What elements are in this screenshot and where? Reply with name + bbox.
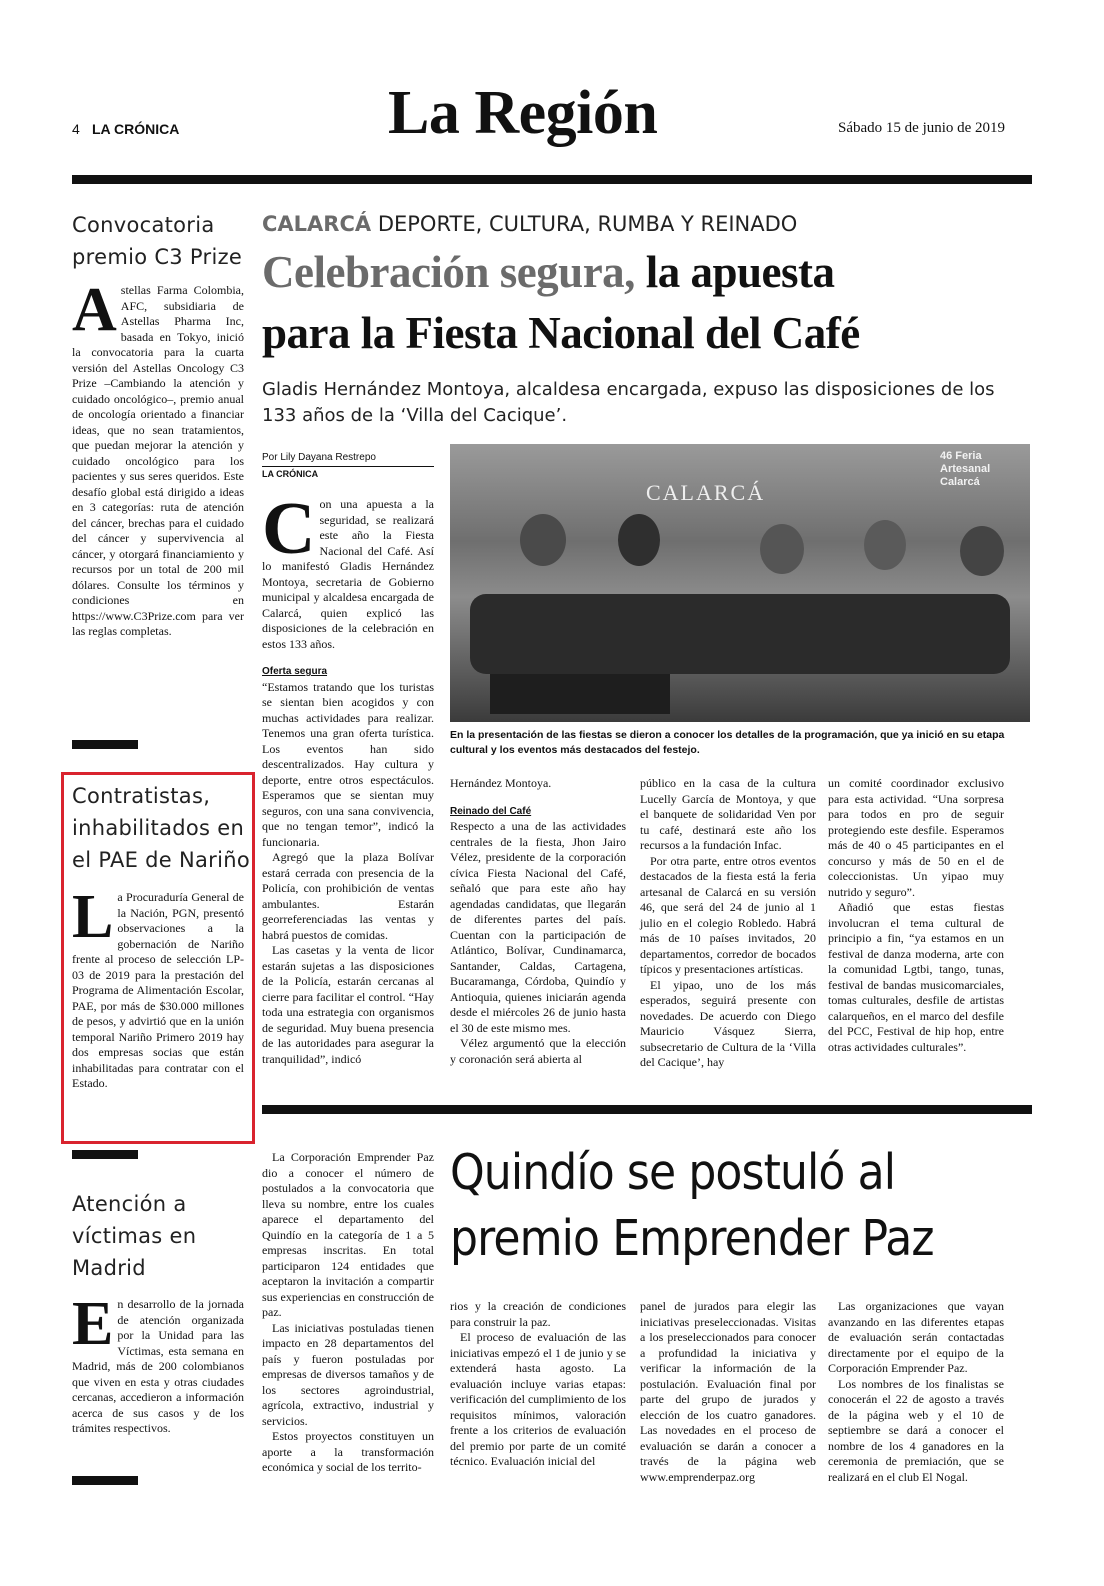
second-col4-p1: Las organizaciones que vayan avanzando en las diferentes etapas de evaluación serán contactadas directamente por el equipo de la Corporación Emprender Paz. bbox=[828, 1299, 1004, 1375]
c3-dropcap: A bbox=[72, 276, 117, 344]
main-col-3 bbox=[640, 776, 816, 1071]
sidebar-divider-3 bbox=[72, 1476, 138, 1485]
photo-poster: 46 Feria Artesanal Calarcá bbox=[940, 450, 991, 488]
main-col-2 bbox=[450, 776, 626, 1067]
pae-dropcap: L bbox=[72, 883, 114, 951]
section-title: La Región bbox=[388, 79, 658, 147]
byline-org: LA CRÓNICA bbox=[262, 469, 319, 479]
main-col3-p2: Por otra parte, entre otros eventos destacados de la fiesta está la feria artesanal de Calarcá en su versión 46, que será del 24 de junio al 1 julio en el colegio Robledo. Habrá más de 10 países invitados, 20 departamentos, corredor de bocados típicos y presentaciones artísticas. bbox=[640, 853, 816, 976]
second-col-2 bbox=[450, 1299, 626, 1470]
person-4 bbox=[864, 520, 906, 570]
event-photo bbox=[450, 444, 1030, 722]
subhead-reinado: Reinado del Café bbox=[450, 805, 532, 817]
main-col2-p1: Hernández Montoya. bbox=[450, 776, 552, 790]
kicker-place: CALARCÁ bbox=[262, 212, 372, 236]
second-col-3 bbox=[640, 1299, 816, 1485]
issue-date: Sábado 15 de junio de 2019 bbox=[838, 120, 1006, 136]
second-col-4 bbox=[828, 1299, 1004, 1485]
c3-headline: Convocatoria premio C3 Prize bbox=[72, 213, 243, 269]
main-col-1 bbox=[262, 488, 434, 1067]
second-col3-p1: panel de jurados para elegir las iniciativas preseleccionadas. Visitas a los preseleccionados para conocer a profundidad la iniciativa y verificar la información de la postulación. Evaluación final por parte del grupo de jurados y elección de los cuatro ganadores. Las novedades en el proceso de evaluación se darán a conocer a través de la página web www.emprenderpaz.org bbox=[640, 1299, 816, 1484]
person-3 bbox=[760, 524, 804, 574]
main-col3-p1: público en la casa de la cultura Lucelly García de Montoya, y que el banquete de solidaridad Ven por tu café, destinará este año los recursos a la fundación Infac. bbox=[640, 776, 816, 852]
sidebar-divider-1 bbox=[72, 740, 138, 749]
c3-body bbox=[72, 276, 244, 640]
main-kicker bbox=[262, 212, 797, 236]
publication-name: LA CRÓNICA bbox=[92, 121, 180, 137]
second-col2-p1: rios y la creación de condiciones para construir la paz. bbox=[450, 1299, 626, 1329]
headline-black-part: la apuesta bbox=[634, 247, 835, 297]
second-headline: Quindío se postuló al premio Emprender Paz bbox=[450, 1144, 934, 1267]
pae-text: a Procuraduría General de la Nación, PGN, presentó observaciones a la gobernación de Nariño frente al proceso de selección LP-03 de 2019 para la prestación del Programa de Alimentación Escolar, PAE, por más de $30.000 millones de pesos, y advirtió que en la unión temporal Nariño Primero 2019 hay dos empresas socias que están inhabilitadas para contratar con el Estado. bbox=[72, 890, 244, 1090]
second-col1-p2: Las iniciativas postuladas tienen impacto en 28 departamentos del país y fueron postuladas por empresas de diversos tamaños y de los sectores agroindustrial, agrícola, extractivo, industrial y servicios. bbox=[262, 1320, 434, 1428]
pae-body bbox=[72, 883, 244, 1092]
header-rule bbox=[72, 175, 1032, 184]
main-col1-p3: Las casetas y la venta de licor estarán sujetas a las disposiciones de la Policía, estarán cercanas al cierre para facilitar el control. “Hay toda una estrategia con organismos de seguridad. Muy buena presencia de las autoridades para asegurar la tranquilidad”, indicó bbox=[262, 943, 434, 1066]
second-col1-p3: Estos proyectos constituyen un aporte a la transformación económica y social de los territo- bbox=[262, 1429, 434, 1474]
article-separator bbox=[262, 1105, 1032, 1114]
pae-headline: Contratistas, inhabilitados en el PAE de Nariño bbox=[72, 784, 250, 872]
main-dropcap: C bbox=[262, 488, 316, 570]
sidebar-divider-2 bbox=[72, 1150, 138, 1159]
main-col-4 bbox=[828, 776, 1004, 1055]
page-number: 4 bbox=[72, 121, 80, 137]
person-5 bbox=[960, 526, 1004, 576]
photo-sofa bbox=[470, 594, 1010, 674]
main-headline-line-2: para la Fiesta Nacional del Café bbox=[262, 308, 860, 358]
main-col3-p3: El yipao, uno de los más esperados, seguirá presente con novedades. De acuerdo con Diego Mauricio Vásquez Sierra, subsecretario de Cultura de la ‘Villa del Cacique’, hay bbox=[640, 977, 816, 1069]
victimas-dropcap: E bbox=[72, 1290, 114, 1358]
victimas-headline: Atención a víctimas en Madrid bbox=[72, 1192, 197, 1280]
kicker-topics: DEPORTE, CULTURA, RUMBA Y REINADO bbox=[371, 212, 798, 236]
main-col2-p3: Vélez argumentó que la elección y coronación será abierta al bbox=[450, 1036, 626, 1066]
person-2 bbox=[618, 514, 660, 566]
victimas-body bbox=[72, 1290, 244, 1437]
main-col1-p2: Agregó que la plaza Bolívar estará cerrada con presencia de la Policía, con prohibición de ventas ambulantes. Estarán georreferenciadas las ventas y habrá puestos de comidas. bbox=[262, 850, 434, 942]
second-col4-p2: Los nombres de los finalistas se conocerán el 22 de agosto a través de la página web y el 10 de septiembre se dará a conocer el nombre de los 4 ganadores en la ceremonia de premiación, que se realizará en el club El Nogal. bbox=[828, 1376, 1004, 1484]
headline-grey-part: Celebración segura, bbox=[262, 247, 635, 297]
c3-text: stellas Farma Colombia, AFC, subsidiaria de Astellas Pharma Inc, basada en Tokyo, inició la convocatoria para la cuarta versión del Astellas Oncology C3 Prize –Cambiando la atención y cuidado oncológico–, premio anual de oncología orientado a financiar ideas, que no sean tratamientos, que puedan mejorar la atención y cuidado oncológico para los pacientes y sus seres queridos. Este desafío global está dirigido a ideas en 3 categorías: ruta de atención del cáncer, brechas para el cuidado del cáncer y supervivencia al cáncer, y otorgará financiamiento y recursos por un total de 200 mil dólares. Consulte los términos y condiciones en https://www.C3Prize.com para ver las reglas completas. bbox=[72, 283, 244, 638]
main-col4-p2: Añadió que estas fiestas involucran el tema cultural de principio a fin, “ya estamos en un festival de danza moderna, arte con la comunidad Lgtbi, tango, tunas, festival de bandas musicomarciales, tomas culturales, desfile de artistas calarqueños, en el marco del desfile del PCC, Festival de hip hop, entre otras actividades culturales”. bbox=[828, 900, 1004, 1054]
second-col1-p1: La Corporación Emprender Paz dio a conocer el número de postulados a la convocatoria que lleva su nombre, entre los cuales aparece el departamento del Quindío en la categoría de 1 a 5 empresas inscritas. En total participaron 124 entidades que aceptaron la invitación a compartir sus experiencias en construcción de paz. bbox=[262, 1150, 434, 1319]
photo-banner: CALARCÁ bbox=[646, 480, 766, 505]
victimas-text: n desarrollo de la jornada de atención organizada por la Unidad para las Víctimas, esta semana en Madrid, más de 200 colombianos que viven en esta y otras ciudades cercanas, accedieron a información acerca de sus casos y de los trámites respectivos. bbox=[72, 1297, 244, 1435]
second-col2-p2: El proceso de evaluación de las iniciativas empezó el 1 de junio y se extenderá hasta agosto. La evaluación incluye varias etapas: verificación del cumplimiento de los requisitos mínimos, valoración frente a los criterios de evaluación del premio por parte de un comité técnico. Evaluación inicial del bbox=[450, 1330, 626, 1468]
photo-table bbox=[490, 674, 670, 714]
person-1 bbox=[520, 514, 566, 566]
main-col1-p1: “Estamos tratando que los turistas se sientan bien acogidos y con muchas actividades para realizar. Tenemos una gran oferta turística. Los eventos han sido descentralizados. Hay cultura y deporte, entre otros espectáculos. Esperamos que se sientan muy seguros, con una sana convivencia, que no tengan temor”, indicó la funcionaria. bbox=[262, 679, 434, 849]
main-deck: Gladis Hernández Montoya, alcaldesa encargada, expuso las disposiciones de los 133 años de la ‘Villa del Cacique’. bbox=[262, 379, 995, 426]
main-lead: on una apuesta a la seguridad, se realizará este año la Fiesta Nacional del Café. Así lo manifestó Gladis Hernández Montoya, secretaria de Gobierno municipal y alcaldesa encargada de Calarcá, quien explicó las disposiciones de la celebración en estos 133 años. bbox=[262, 497, 434, 651]
main-col4-p1: un comité coordinador exclusivo para esta actividad. “Una sorpresa para todos en pro de seguir protegiendo este desfile. Esperamos más de 40 o 45 participantes en el concurso y más de 50 en el de coleccionistas. Un yipao muy nutrido y seguro”. bbox=[828, 776, 1004, 899]
photo-caption: En la presentación de las fiestas se dieron a conocer los detalles de la programación, que ya inició en su etapa cultural y los eventos más destacados del festejo. bbox=[450, 729, 1005, 756]
main-headline-line-1 bbox=[262, 246, 834, 298]
subhead-oferta-segura: Oferta segura bbox=[262, 666, 328, 677]
byline: Por Lily Dayana Restrepo bbox=[262, 452, 376, 463]
main-col2-p2: Respecto a una de las actividades centrales de la fiesta, Jhon Jairo Vélez, presidente de la corporación cívica Fiesta Nacional del Café, señaló que para este año hay agendadas candidatas, que llegarán de diferentes partes del país. Cuentan con la participación de Atlántico, Bolívar, Cundinamarca, Santander, Caldas, Cartagena, Bucaramanga, Córdoba, Quindío y Antioquia, quienes iniciarán agenda desde el miércoles 26 de junio hasta el 30 de este mismo mes. bbox=[450, 819, 626, 1035]
second-col-1 bbox=[262, 1150, 434, 1476]
byline-rule bbox=[262, 466, 434, 467]
